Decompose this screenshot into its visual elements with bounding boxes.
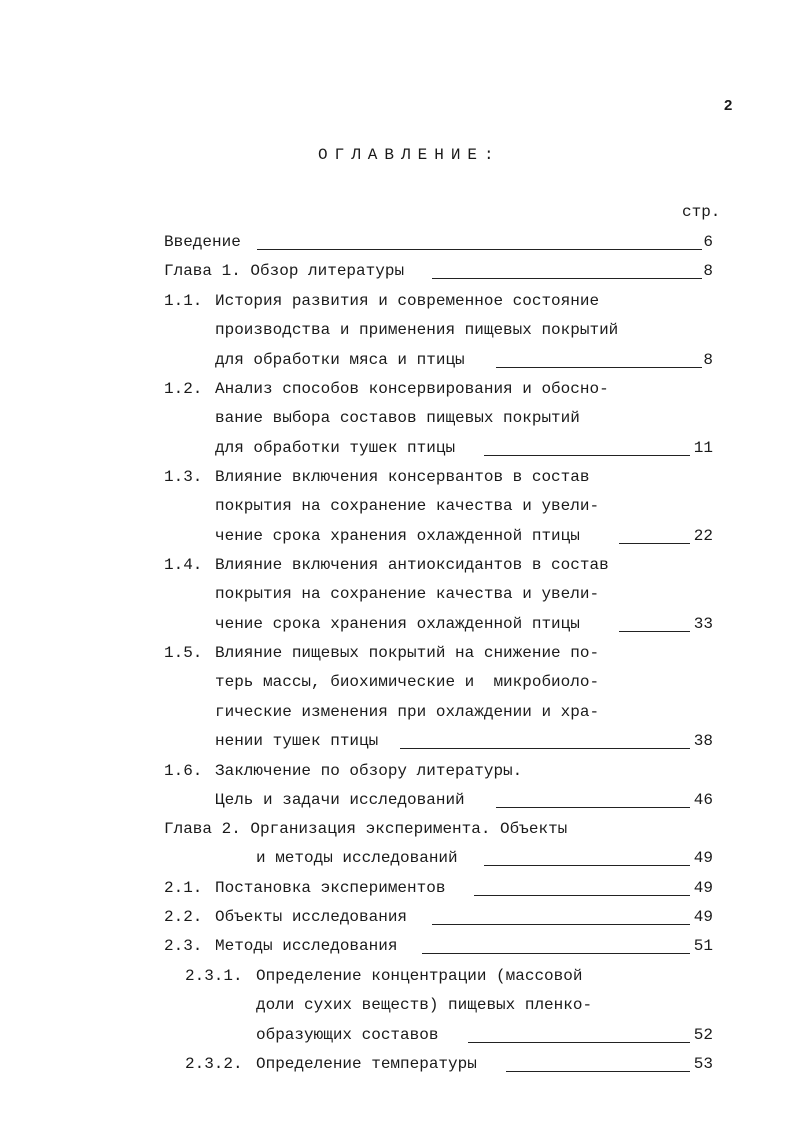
entry-text: и методы исследований	[256, 849, 458, 868]
dot-leader	[257, 249, 702, 250]
toc-line	[0, 611, 713, 637]
entry-text: Определение температуры	[256, 1055, 477, 1073]
entry-text: Объекты исследования	[215, 908, 408, 926]
toc-line	[0, 992, 713, 1018]
entry-text: образующих составов	[256, 1025, 439, 1044]
toc-line	[0, 904, 713, 930]
page-ref[interactable]: 49	[693, 849, 713, 868]
toc-line	[0, 258, 713, 284]
entry-text: для обработки тушек птицы	[215, 438, 456, 457]
entry-text: покрытия на сохранение качества и увели-	[215, 497, 600, 516]
toc-line	[0, 1051, 713, 1077]
toc-line	[0, 435, 713, 461]
entry-text: Анализ способов консервирования и обосно-	[215, 380, 609, 398]
entry-text: доли сухих веществ) пищевых пленко-	[256, 996, 593, 1015]
toc-line	[0, 581, 713, 607]
entry-text: Цель и задачи исследований	[215, 791, 465, 810]
dot-leader	[619, 631, 690, 632]
toc-line	[0, 728, 713, 754]
dot-leader	[484, 865, 690, 866]
section-number: 2.2.	[164, 908, 203, 926]
section-number: 1.1.	[164, 292, 203, 310]
page-ref[interactable]: 11	[693, 438, 713, 457]
dot-leader	[496, 367, 702, 368]
entry-text: чение срока хранения охлажденной птицы	[215, 526, 580, 545]
section-number: 2.3.1.	[185, 967, 243, 985]
section-number: 1.3.	[164, 468, 203, 486]
section-number: 1.6.	[164, 762, 203, 780]
toc-line	[0, 405, 713, 431]
entry-text: вание выбора составов пищевых покрытий	[215, 409, 580, 428]
toc-line	[0, 229, 713, 255]
entry-text: Введение	[164, 233, 241, 251]
dot-leader	[619, 543, 690, 544]
page-ref[interactable]: 22	[693, 526, 713, 545]
page-ref[interactable]: 6	[703, 233, 713, 251]
page-ref[interactable]: 49	[693, 879, 713, 897]
dot-leader	[468, 1042, 690, 1043]
dot-leader	[506, 1071, 690, 1072]
entry-text: Постановка экспериментов	[215, 879, 446, 897]
dot-leader	[400, 748, 690, 749]
page-ref[interactable]: 8	[703, 350, 713, 369]
toc-line	[0, 317, 713, 343]
toc-line	[0, 376, 713, 402]
page-ref[interactable]: 46	[693, 791, 713, 810]
entry-text: Влияние включения антиоксидантов в состав	[215, 556, 609, 574]
section-number: 1.2.	[164, 380, 203, 398]
toc-line	[0, 758, 713, 784]
dot-leader	[422, 953, 690, 954]
toc-line	[0, 963, 713, 989]
entry-text: нении тушек птицы	[215, 731, 379, 750]
section-number: 1.5.	[164, 644, 203, 662]
dot-leader	[484, 455, 690, 456]
toc-line	[0, 552, 713, 578]
page-ref[interactable]: 33	[693, 614, 713, 633]
toc-line	[0, 493, 713, 519]
section-number: 2.1.	[164, 879, 203, 897]
entry-text: Глава 1. Обзор литературы	[164, 262, 405, 280]
toc-line	[0, 933, 713, 959]
entry-text: Определение концентрации (массовой	[256, 967, 583, 985]
entry-text: производства и применения пищевых покрытий	[215, 321, 619, 340]
page-ref[interactable]: 38	[693, 731, 713, 750]
dot-leader	[432, 924, 690, 925]
entry-text: Влияние пищевых покрытий на снижение по-	[215, 644, 600, 662]
toc-line	[0, 1022, 713, 1048]
entry-text: История развития и современное состояние	[215, 292, 600, 310]
dot-leader	[496, 807, 690, 808]
dot-leader	[432, 278, 702, 279]
entry-text: Глава 2. Организация эксперимента. Объекты	[164, 820, 568, 838]
toc-title: ОГЛАВЛЕНИЕ:	[318, 146, 501, 164]
page-number: 2	[724, 97, 733, 114]
toc-line	[0, 845, 713, 871]
entry-text: Заключение по обзору литературы.	[215, 762, 523, 780]
entry-text: чение срока хранения охлажденной птицы	[215, 614, 580, 633]
toc-line	[0, 816, 713, 842]
toc-line	[0, 347, 713, 373]
entry-text: покрытия на сохранение качества и увели-	[215, 585, 600, 604]
toc-line	[0, 875, 713, 901]
entry-text: Методы исследования	[215, 937, 398, 955]
dot-leader	[474, 895, 690, 896]
entry-text: для обработки мяса и птицы	[215, 350, 465, 369]
toc-line	[0, 699, 713, 725]
page-ref[interactable]: 49	[693, 908, 713, 926]
section-number: 1.4.	[164, 556, 203, 574]
toc-line	[0, 288, 713, 314]
toc-line	[0, 669, 713, 695]
toc-line	[0, 523, 713, 549]
entry-text: Влияние включения консервантов в состав	[215, 468, 590, 486]
entry-text: терь массы, биохимические и микробиоло-	[215, 673, 600, 692]
section-number: 2.3.	[164, 937, 203, 955]
page-ref[interactable]: 51	[693, 937, 713, 955]
page-column-label: стр.	[682, 203, 721, 221]
entry-text: гические изменения при охлаждении и хра-	[215, 702, 600, 721]
toc-line	[0, 464, 713, 490]
page-ref[interactable]: 53	[693, 1055, 713, 1073]
toc-line	[0, 787, 713, 813]
page-ref[interactable]: 8	[703, 262, 713, 280]
toc-line	[0, 640, 713, 666]
page-ref[interactable]: 52	[693, 1025, 713, 1044]
section-number: 2.3.2.	[185, 1055, 243, 1073]
